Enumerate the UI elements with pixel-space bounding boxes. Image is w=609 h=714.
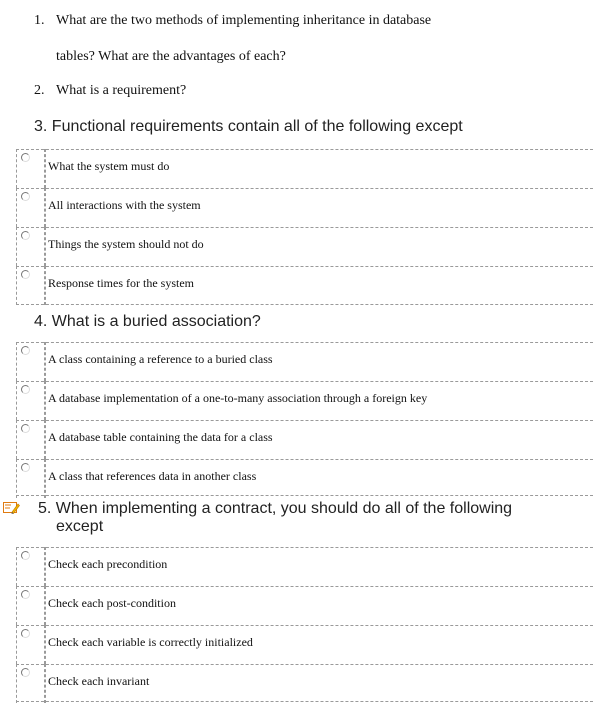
divider xyxy=(16,701,593,702)
option-label: A database table containing the data for a class xyxy=(48,430,273,444)
flag-icon[interactable] xyxy=(3,501,20,515)
option-label: Check each post-condition xyxy=(48,596,176,610)
radio-button[interactable] xyxy=(21,192,30,201)
option-row[interactable] xyxy=(16,664,593,702)
question-2-text: What is a requirement? xyxy=(56,83,187,98)
option-row[interactable] xyxy=(16,381,593,419)
option-row[interactable] xyxy=(16,266,593,304)
question-1: 1. What are the two methods of implementing inheritance in database xyxy=(34,13,432,28)
option-label: Check each invariant xyxy=(48,674,150,688)
option-row[interactable] xyxy=(16,227,593,265)
option-label: A class containing a reference to a buried class xyxy=(48,352,273,366)
question-2: 2. What is a requirement? xyxy=(34,83,187,98)
question-4-heading: 4. What is a buried association? xyxy=(34,313,261,330)
option-row[interactable] xyxy=(16,420,593,458)
option-row[interactable] xyxy=(16,459,593,497)
radio-button[interactable] xyxy=(21,668,30,677)
option-row[interactable] xyxy=(16,586,593,624)
radio-button[interactable] xyxy=(21,153,30,162)
question-1-continuation: tables? What are the advantages of each? xyxy=(56,49,286,64)
question-3-heading: 3. Functional requirements contain all of the following except xyxy=(34,118,463,135)
option-row[interactable] xyxy=(16,625,593,663)
option-label: All interactions with the system xyxy=(48,198,201,212)
option-label: A class that references data in another class xyxy=(48,469,257,483)
divider xyxy=(16,304,593,305)
option-row[interactable] xyxy=(16,547,593,585)
radio-button[interactable] xyxy=(21,629,30,638)
option-label: What the system must do xyxy=(48,159,170,173)
radio-button[interactable] xyxy=(21,231,30,240)
option-label: Check each precondition xyxy=(48,557,168,571)
option-label: Things the system should not do xyxy=(48,237,204,251)
radio-button[interactable] xyxy=(21,463,30,472)
radio-button[interactable] xyxy=(21,385,30,394)
option-label: Check each variable is correctly initialized xyxy=(48,635,253,649)
radio-button[interactable] xyxy=(21,590,30,599)
option-label: Response times for the system xyxy=(48,276,194,290)
radio-button[interactable] xyxy=(21,346,30,355)
option-row[interactable] xyxy=(16,149,593,187)
radio-button[interactable] xyxy=(21,270,30,279)
question-1-text: What are the two methods of implementing inheritance in database xyxy=(56,13,432,28)
option-label: A database implementation of a one-to-many association through a foreign key xyxy=(48,391,428,405)
option-row[interactable] xyxy=(16,342,593,380)
radio-button[interactable] xyxy=(21,424,30,433)
divider xyxy=(16,495,593,496)
radio-button[interactable] xyxy=(21,551,30,560)
question-5-heading: 5. When implementing a contract, you should do all of the following except xyxy=(38,500,513,535)
option-row[interactable] xyxy=(16,188,593,226)
